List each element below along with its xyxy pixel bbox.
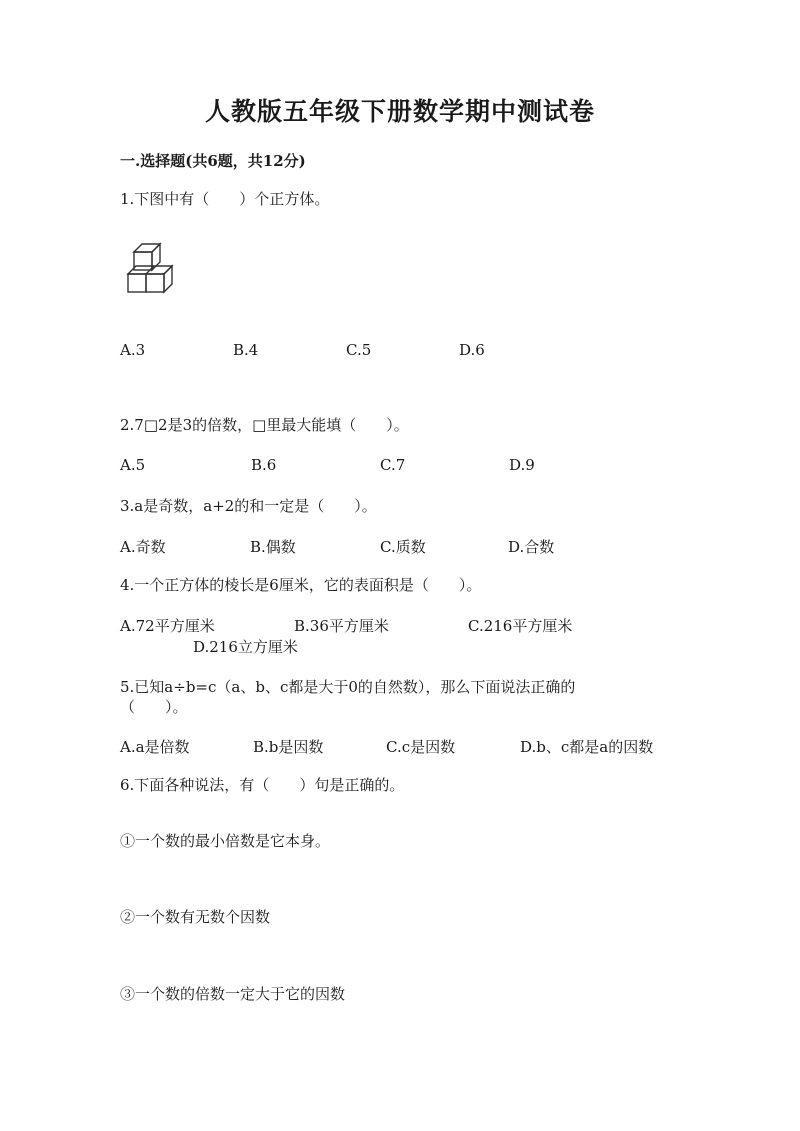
q4-option-d: D.216立方厘米 [193,638,298,656]
q3-option-b: B.偶数 [250,538,296,556]
q2-option-b: B.6 [251,456,277,474]
q5-option-a: A.a是倍数 [120,738,190,756]
q3-option-d: D.合数 [508,538,555,556]
question-5-continued: （ ）。 [120,698,188,716]
q2-option-d: D.9 [509,456,535,474]
q5-option-b: B.b是因数 [253,738,324,756]
q2-option-c: C.7 [380,456,406,474]
q5-option-d: D.b、c都是a的因数 [520,738,654,756]
q1-option-a: A.3 [120,341,146,359]
cube-stack-diagram [124,240,180,298]
q6-statement-3: ③一个数的倍数一定大于它的因数 [120,985,346,1003]
q1-option-c: C.5 [346,341,372,359]
question-5: 5.已知a÷b=c（a、b、c都是大于0的自然数），那么下面说法正确的 [120,678,576,696]
q6-statement-1: ①一个数的最小倍数是它本身。 [120,832,331,850]
page-title: 人教版五年级下册数学期中测试卷 [204,97,595,126]
q4-option-b: B.36平方厘米 [294,617,389,635]
q4-option-c: C.216平方厘米 [468,617,573,635]
q6-statement-2: ②一个数有无数个因数 [120,908,271,926]
section-heading: 一.选择题(共6题，共12分) [120,152,306,170]
question-2: 2.7□2是3的倍数，□里最大能填（ ）。 [120,416,409,434]
cube-figure [124,240,180,302]
question-6: 6.下面各种说法，有（ ）句是正确的。 [120,776,405,794]
question-1: 1.下图中有（ ）个正方体。 [120,190,330,208]
q3-option-c: C.质数 [380,538,426,556]
q1-option-d: D.6 [459,341,485,359]
q3-option-a: A.奇数 [120,538,166,556]
q2-option-a: A.5 [120,456,146,474]
q4-option-a: A.72平方厘米 [120,617,215,635]
question-4: 4.一个正方体的棱长是6厘米，它的表面积是（ ）。 [120,576,482,594]
question-3: 3.a是奇数，a+2的和一定是（ ）。 [120,497,377,515]
q5-option-c: C.c是因数 [386,738,456,756]
q1-option-b: B.4 [233,341,259,359]
